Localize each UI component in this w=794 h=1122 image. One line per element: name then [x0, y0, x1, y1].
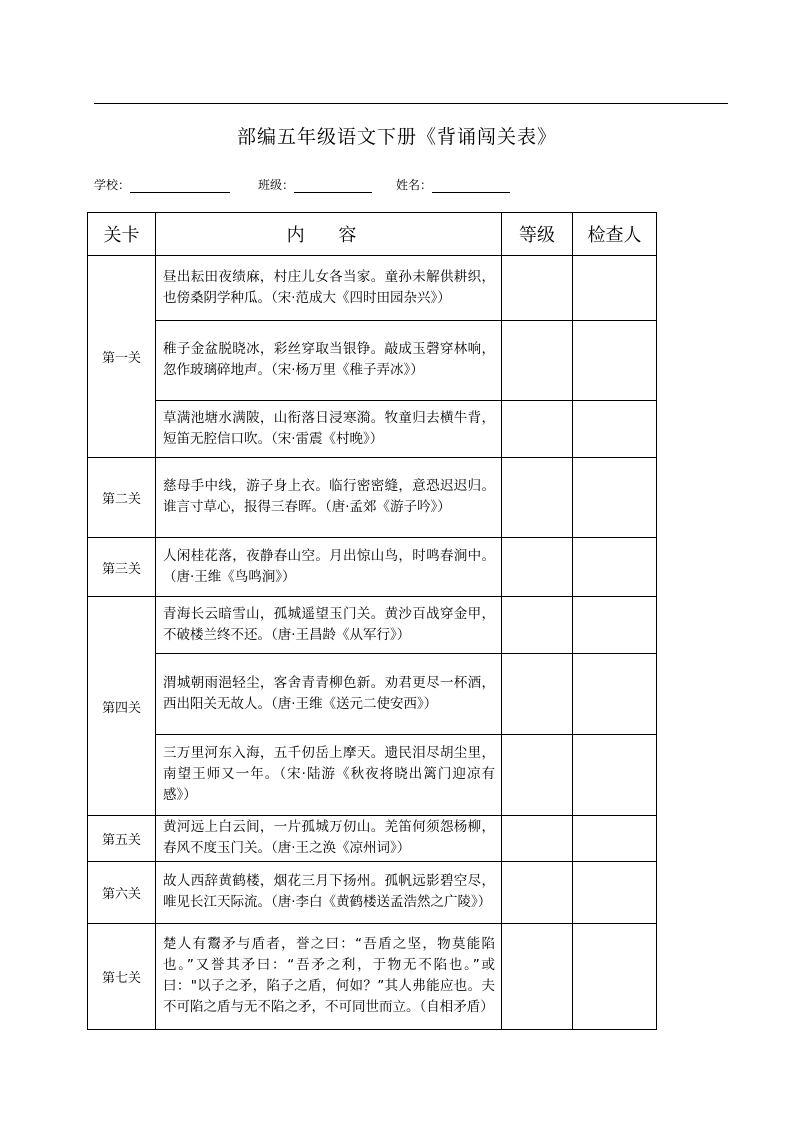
poem-text: 黄河远上白云间，一片孤城万仞山。羌笛何须怨杨柳，春风不度玉门关。（唐·王之涣《凉州词》）	[156, 816, 502, 862]
class-blank[interactable]	[294, 180, 372, 193]
checker-cell[interactable]	[573, 401, 657, 458]
checker-cell[interactable]	[573, 862, 657, 924]
table-row	[88, 924, 657, 1030]
school-label: 学校：	[94, 178, 131, 192]
table-row	[88, 862, 657, 924]
level-name: 第六关	[88, 862, 156, 924]
table-row	[88, 458, 657, 538]
poem-text: 人闲桂花落，夜静春山空。月出惊山鸟，时鸣春涧中。（唐·王维《鸟鸣涧》）	[156, 538, 502, 597]
header-content	[156, 213, 502, 256]
level-name: 第五关	[88, 816, 156, 862]
poem-text: 慈母手中线，游子身上衣。临行密密缝，意恐迟迟归。谁言寸草心，报得三春晖。（唐·孟郊《游子吟》）	[156, 458, 502, 538]
table-row	[88, 401, 657, 458]
poem-text: 昼出耘田夜绩麻，村庄儿女各当家。童孙未解供耕织，也傍桑阴学种瓜。（宋·范成大《四时田园杂兴》）	[156, 256, 502, 321]
table-header-row	[88, 213, 657, 256]
table-row	[88, 597, 657, 654]
grade-cell[interactable]	[502, 458, 573, 538]
grade-cell[interactable]	[502, 654, 573, 735]
name-label: 姓名：	[396, 178, 433, 192]
header-content-label: 内 容	[286, 225, 371, 246]
checker-cell[interactable]	[573, 458, 657, 538]
poem-text: 楚人有鬻矛与盾者，誉之曰：“吾盾之坚，物莫能陷也。”又誉其矛曰：“吾矛之利，于物无不陷也。”或曰："以子之矛，陷子之盾，何如？”其人弗能应也。夫不可陷之盾与无不陷之矛，不可同世而立。（自相矛盾）	[156, 924, 502, 1030]
level-name: 第七关	[88, 924, 156, 1030]
poem-text: 故人西辞黄鹤楼，烟花三月下扬州。孤帆远影碧空尽，唯见长江天际流。（唐·李白《黄鹤楼送孟浩然之广陵》）	[156, 862, 502, 924]
recitation-table	[87, 212, 657, 1030]
table-row	[88, 538, 657, 597]
header-grade: 等级	[502, 213, 573, 256]
table-row	[88, 321, 657, 401]
school-field	[94, 176, 230, 193]
grade-cell[interactable]	[502, 924, 573, 1030]
grade-cell[interactable]	[502, 735, 573, 816]
checker-cell[interactable]	[573, 816, 657, 862]
checker-cell[interactable]	[573, 735, 657, 816]
header-rule	[94, 103, 728, 104]
grade-cell[interactable]	[502, 816, 573, 862]
level-name: 第一关	[88, 256, 156, 458]
level-name: 第三关	[88, 538, 156, 597]
level-name: 第二关	[88, 458, 156, 538]
class-label: 班级：	[258, 178, 295, 192]
checker-cell[interactable]	[573, 321, 657, 401]
name-blank[interactable]	[432, 180, 510, 193]
table-row	[88, 816, 657, 862]
poem-text: 青海长云暗雪山，孤城遥望玉门关。黄沙百战穿金甲，不破楼兰终不还。（唐·王昌龄《从军行》）	[156, 597, 502, 654]
grade-cell[interactable]	[502, 321, 573, 401]
level-name: 第四关	[88, 597, 156, 816]
class-field	[258, 176, 372, 193]
checker-cell[interactable]	[573, 597, 657, 654]
page-title: 部编五年级语文下册《背诵闯关表》	[236, 126, 557, 148]
header-level: 关卡	[88, 213, 156, 256]
header-checker: 检查人	[573, 213, 657, 256]
checker-cell[interactable]	[573, 654, 657, 735]
checker-cell[interactable]	[573, 538, 657, 597]
grade-cell[interactable]	[502, 862, 573, 924]
table-row	[88, 654, 657, 735]
school-blank[interactable]	[130, 180, 230, 193]
grade-cell[interactable]	[502, 401, 573, 458]
checker-cell[interactable]	[573, 256, 657, 321]
table-row	[88, 735, 657, 816]
grade-cell[interactable]	[502, 597, 573, 654]
poem-text: 草满池塘水满陂，山衔落日浸寒漪。牧童归去横牛背，短笛无腔信口吹。（宋·雷震《村晚》）	[156, 401, 502, 458]
grade-cell[interactable]	[502, 538, 573, 597]
table-row	[88, 256, 657, 321]
name-field	[396, 176, 510, 193]
poem-text: 三万里河东入海，五千仞岳上摩天。遗民泪尽胡尘里，南望王师又一年。（宋·陆游《秋夜将晓出篱门迎凉有感》）	[156, 735, 502, 816]
checker-cell[interactable]	[573, 924, 657, 1030]
poem-text: 稚子金盆脱晓冰，彩丝穿取当银铮。敲成玉磬穿林响，忽作玻璃碎地声。（宋·杨万里《稚子弄冰》）	[156, 321, 502, 401]
poem-text: 渭城朝雨浥轻尘，客舍青青柳色新。劝君更尽一杯酒，西出阳关无故人。（唐·王维《送元二使安西》）	[156, 654, 502, 735]
grade-cell[interactable]	[502, 256, 573, 321]
